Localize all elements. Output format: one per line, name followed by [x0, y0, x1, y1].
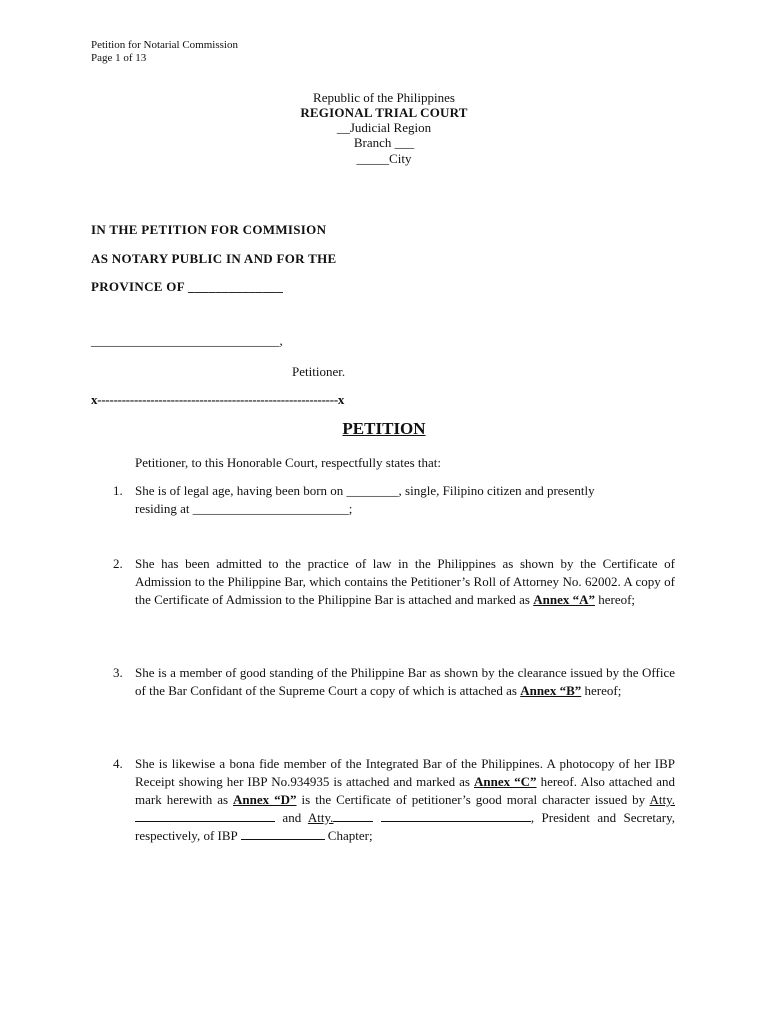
ibp-chapter-blank: [241, 827, 325, 840]
item-text: , President and Secretary, respectively, of IBP: [135, 810, 676, 843]
item-text: hereof. Also attached and mark herewith as: [135, 774, 675, 807]
running-header-title: Petition for Notarial Commission: [91, 39, 238, 51]
case-title-line-2: AS NOTARY PUBLIC IN AND FOR THE: [91, 251, 337, 266]
item-paragraph: [135, 755, 675, 845]
attorney-1-label: Atty.: [649, 792, 676, 807]
annex-d-reference: Annex “D”: [233, 792, 297, 807]
item-text-line: residing at ________________________;: [135, 501, 353, 516]
case-title-line-3: [91, 279, 283, 295]
petition-heading: PETITION: [342, 419, 426, 438]
caption-region: __Judicial Region: [336, 120, 432, 135]
attorney-2-name-blank: [381, 809, 531, 822]
item-text: She is a member of good standing of the Philippine Bar as shown by the clearance issued by the Office of the Bar Confidant of the Supreme Court a copy of which is attached as: [135, 665, 675, 698]
item-text: Chapter;: [324, 828, 373, 843]
item-number: 2.: [113, 556, 123, 571]
item-number: 4.: [113, 756, 123, 771]
item-text: and: [275, 810, 308, 825]
running-header-page: Page 1 of 13: [91, 52, 147, 64]
attorney-2-blank: [333, 809, 373, 822]
caption-republic: Republic of the Philippines: [313, 90, 455, 105]
caption-city: _____City: [356, 151, 412, 166]
item-text-line: She is of legal age, having been born on ________, single, Filipino citizen and presently: [135, 483, 595, 498]
case-title-line-1: IN THE PETITION FOR COMMISION: [91, 222, 327, 237]
petitioner-name-blank: _____________________________,: [91, 333, 283, 348]
caption-separator: x-----------------------------------------------------------x: [91, 392, 345, 407]
annex-a-reference: Annex “A”: [533, 592, 595, 607]
case-title-province-label: PROVINCE OF: [91, 279, 185, 294]
caption-branch: Branch ___: [353, 135, 415, 150]
item-number: 3.: [113, 665, 123, 680]
annex-c-reference: Annex “C”: [474, 774, 537, 789]
item-text: hereof;: [594, 592, 636, 607]
item-text: She has been admitted to the practice of law in the Philippines as shown by the Certificate of Admission to the Philippine Bar, which contains the Petitioner’s Roll of Attorney No. 62002. A copy of the Certificate of Admission to the Philippine Bar is attached and marked as: [135, 556, 675, 607]
intro-paragraph: Petitioner, to this Honorable Court, respectfully states that:: [135, 455, 442, 470]
item-number: 1.: [113, 483, 123, 498]
caption-court: REGIONAL TRIAL COURT: [300, 105, 468, 120]
item-paragraph: [135, 664, 675, 700]
attorney-2-label: Atty.: [307, 810, 334, 825]
item-paragraph: [135, 555, 675, 609]
item-text: is the Certificate of petitioner’s good moral character issued by: [296, 792, 650, 807]
attorney-1-blank: [135, 809, 275, 822]
petitioner-label: Petitioner.: [292, 364, 346, 379]
annex-b-reference: Annex “B”: [520, 683, 582, 698]
province-blank: ______________: [188, 279, 284, 294]
item-text: She is likewise a bona fide member of the Integrated Bar of the Philippines. A photocopy of her IBP Receipt showing her IBP No.934935 is attached and marked as: [135, 756, 675, 789]
item-text: hereof;: [581, 683, 622, 698]
